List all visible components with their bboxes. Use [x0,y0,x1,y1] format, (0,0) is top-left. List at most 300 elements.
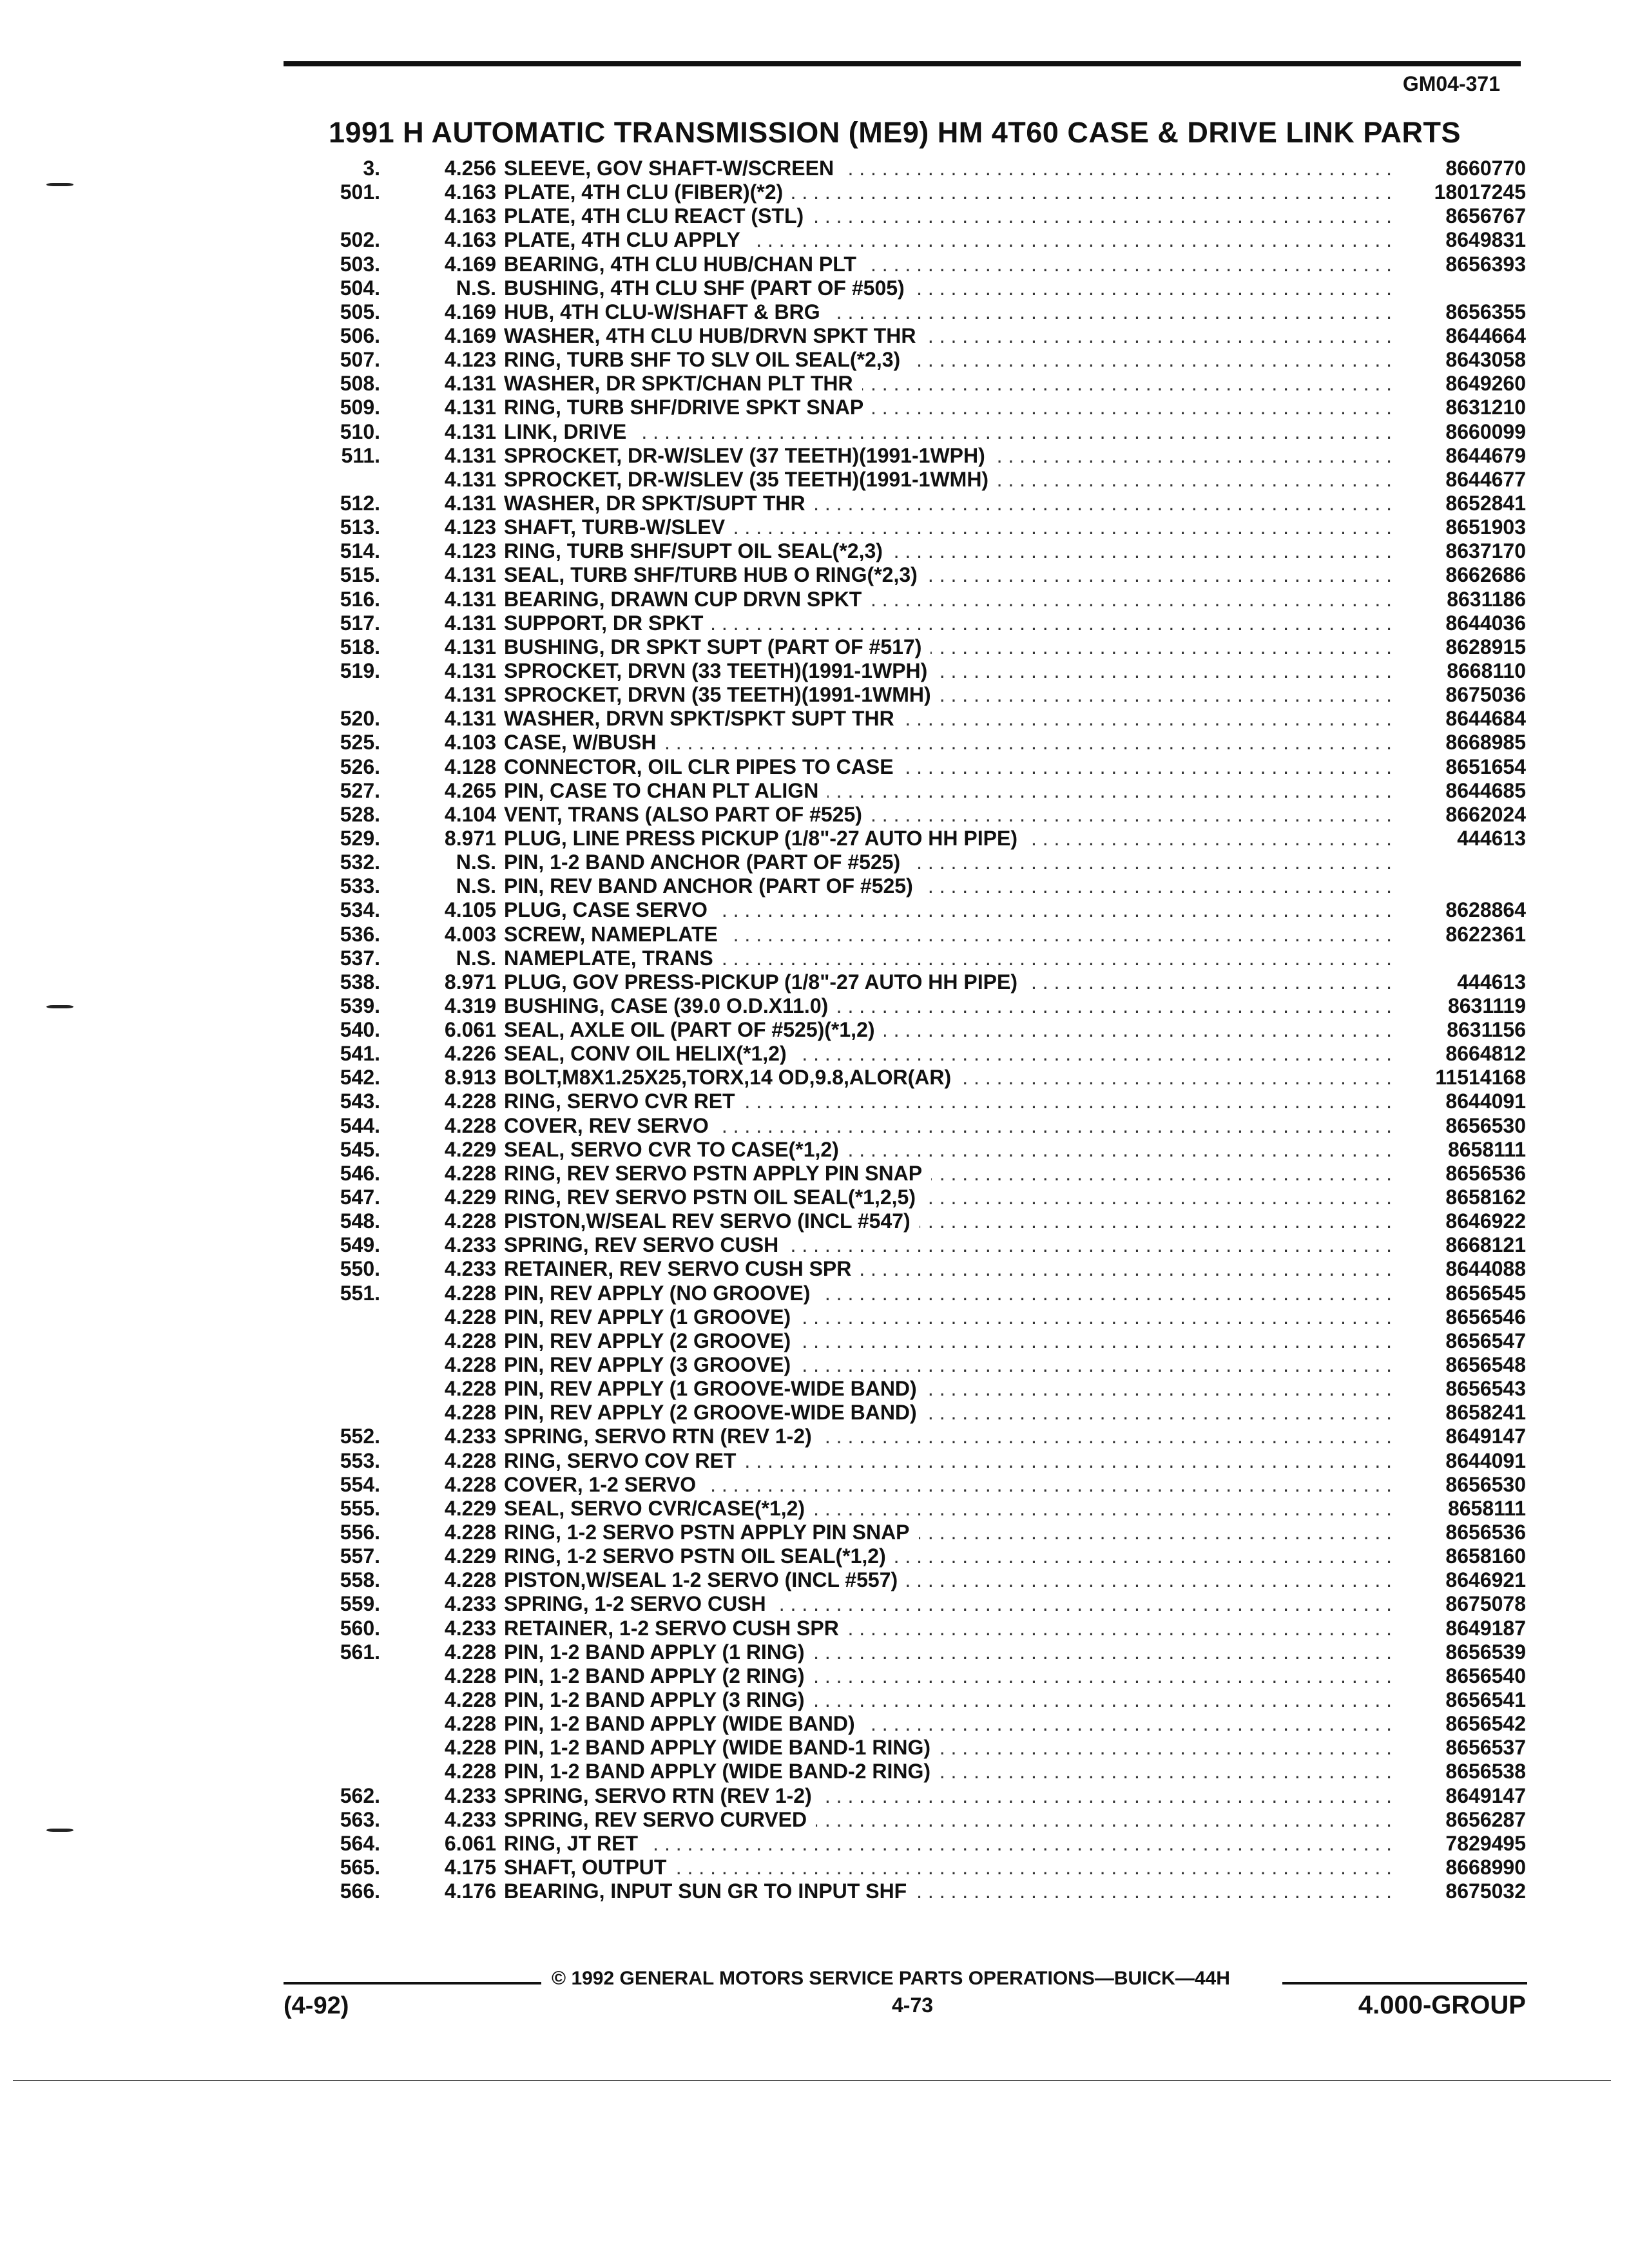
part-detail: , TRANS (ALSO PART OF #525) [556,802,862,826]
part-description [504,923,1394,947]
group-number: 4.228 [444,1353,496,1377]
part-detail: , 1-2 BAND APPLY (3 RING) [538,1688,805,1711]
ref-number: 515. [340,563,380,587]
part-detail: , 1-2 BAND ANCHOR (PART OF #525) [538,850,901,874]
ref-number: 553. [340,1448,380,1472]
part-row [0,1664,1629,1688]
footer-copyright: © 1992 GENERAL MOTORS SERVICE PARTS OPERATIONS—BUICK—44H [552,1968,1230,1989]
part-description [504,1784,1394,1808]
ref-number: 552. [340,1425,380,1448]
part-number: 8660099 [1445,419,1526,443]
group-number: 4.228 [444,1712,496,1736]
part-number: 444613 [1457,970,1526,994]
part-detail: , DR-W/SLEV (37 TEETH)(1991-1WPH) [616,443,985,467]
part-detail: , TURB SHF/SUPT OIL SEAL(*2,3) [555,539,883,563]
part-number: 8668110 [1447,658,1526,682]
part-description [504,444,1394,468]
part-number: 8668121 [1445,1233,1526,1257]
part-detail: , 1-2 SERVO CUSH [583,1592,766,1616]
part-name: PIN [504,1281,539,1305]
part-detail: , TURB SHF/DRIVE SPKT SNAP [555,396,864,419]
part-description [504,420,1394,444]
part-number: 8646922 [1445,1209,1526,1233]
part-row [0,515,1629,539]
part-detail: , SERVO CVR TO CASE(*1,2) [559,1137,839,1161]
part-number: 8631186 [1447,587,1526,611]
part-detail: , GOV PRESS-PICKUP (1/8"-27 AUTO HH PIPE) [561,970,1017,994]
group-number: 4.169 [444,323,496,347]
part-row [0,276,1629,300]
part-name: BUSHING [504,994,599,1017]
part-row [0,659,1629,683]
part-number: 8644091 [1445,1448,1526,1472]
part-description [504,1090,1394,1113]
part-detail: , LINE PRESS PICKUP (1/8"-27 AUTO HH PIPE) [561,826,1017,850]
group-number: 4.228 [444,1521,496,1544]
part-name: RING [504,348,555,372]
part-number: 8656546 [1445,1305,1526,1329]
group-number: 4.228 [444,1472,496,1496]
group-number: 4.131 [444,467,496,491]
part-description [504,1544,1394,1568]
ref-number: 514. [340,539,380,563]
group-number: 4.128 [444,754,496,778]
ref-number: 563. [340,1807,380,1831]
part-name: BUSHING [504,276,599,300]
part-number: 8651654 [1445,754,1526,778]
part-name: RING [504,1521,555,1544]
part-description [504,1377,1394,1401]
part-name: PIN [504,1760,539,1783]
part-row [0,1568,1629,1592]
part-name: SPROCKET [504,658,617,682]
part-name: COVER [504,1472,577,1496]
part-number: 8658162 [1445,1186,1526,1209]
part-name: PISTON [504,1568,581,1592]
part-name: SPRING [504,1807,583,1831]
part-number: 444613 [1457,826,1526,850]
part-number: 8656538 [1445,1760,1526,1783]
part-detail: , REV APPLY (2 GROOVE-WIDE BAND) [538,1401,917,1425]
part-description [504,1282,1394,1305]
part-name: RING [504,1544,555,1568]
part-detail: , DR SPKT/CHAN PLT THR [594,372,853,396]
part-description [504,707,1394,731]
part-detail: , SERVO RTN (REV 1-2) [583,1425,812,1448]
part-detail: , REV SERVO PSTN OIL SEAL(*1,2,5) [555,1186,916,1209]
part-description [504,1401,1394,1425]
part-description [504,1808,1394,1832]
ref-number: 505. [340,300,380,323]
part-row [0,850,1629,874]
group-number: 4.229 [444,1544,496,1568]
part-number: 8644036 [1445,611,1526,635]
ref-number: 547. [340,1186,380,1209]
part-description [504,1832,1394,1856]
part-description [504,1712,1394,1736]
part-description [504,1233,1394,1257]
part-description [504,515,1394,539]
part-number: 8675036 [1445,683,1526,707]
part-description [504,372,1394,396]
part-row [0,994,1629,1018]
part-description [504,1353,1394,1377]
part-number: 8656539 [1445,1640,1526,1664]
ref-number: 560. [340,1616,380,1640]
part-row [0,1808,1629,1832]
part-name: WASHER [504,323,595,347]
group-number: 4.228 [444,1113,496,1137]
part-row [0,611,1629,635]
part-detail: , TRANS [630,946,713,970]
part-row [0,1209,1629,1233]
part-detail: , 4TH CLU SHF (PART OF #505) [599,276,905,300]
part-name: PIN [504,1377,539,1401]
ref-number: 507. [340,348,380,372]
part-name: PISTON [504,1209,581,1233]
part-row [0,1832,1629,1856]
part-number: 8644677 [1445,467,1526,491]
part-number: 8649147 [1445,1783,1526,1807]
ref-number: 545. [340,1137,380,1161]
group-number: 4.229 [444,1137,496,1161]
part-detail: ,W/SEAL 1-2 SERVO (INCL #557) [580,1568,898,1592]
part-name: SHAFT [504,1855,571,1879]
part-detail: , GOV SHAFT-W/SCREEN [585,157,834,180]
ref-number: 525. [340,731,380,754]
group-number: 4.131 [444,419,496,443]
part-name: LINK [504,419,552,443]
ref-number: 509. [340,396,380,419]
part-name: PLUG [504,898,561,922]
part-row [0,1473,1629,1497]
part-number: 8668990 [1445,1855,1526,1879]
group-number: N.S. [456,850,496,874]
part-row [0,803,1629,827]
part-name: WASHER [504,372,595,396]
group-number: 4.319 [444,994,496,1017]
group-number: 4.228 [444,1760,496,1783]
ref-number: 513. [340,515,380,539]
group-number: 4.229 [444,1186,496,1209]
group-number: 4.228 [444,1640,496,1664]
part-name: RING [504,1161,555,1185]
part-detail: , DRVN SPKT/SPKT SUPT THR [594,707,894,731]
ref-number: 543. [340,1090,380,1113]
part-row [0,970,1629,994]
ref-number: 564. [340,1831,380,1855]
part-detail: , SERVO COV RET [555,1448,737,1472]
part-description [504,1592,1394,1616]
part-description [504,970,1394,994]
part-name: RETAINER [504,1257,608,1281]
part-name: SEAL [504,563,559,587]
part-row [0,396,1629,419]
ref-number: 533. [340,874,380,898]
part-row [0,300,1629,324]
group-number: 8.913 [444,1066,496,1090]
part-detail: , REV APPLY (3 GROOVE) [538,1353,791,1377]
part-number: 8660770 [1445,157,1526,180]
part-description [504,850,1394,874]
part-description [504,1760,1394,1783]
part-name: PIN [504,850,539,874]
part-name: BEARING [504,1879,599,1903]
part-row [0,1329,1629,1353]
ref-number: 558. [340,1568,380,1592]
part-detail: , DRAWN CUP DRVN SPKT [599,587,862,611]
ref-number: 519. [340,658,380,682]
ref-number: 554. [340,1472,380,1496]
part-description [504,348,1394,372]
part-row [0,180,1629,204]
part-number: 8644664 [1445,323,1526,347]
group-number: 4.228 [444,1161,496,1185]
group-number: 4.228 [444,1329,496,1352]
part-name: RETAINER [504,1616,608,1640]
group-number: N.S. [456,276,496,300]
part-detail: , 4TH CLU REACT (STL) [570,204,804,228]
part-row [0,683,1629,707]
ref-number: 541. [340,1042,380,1066]
part-detail: , 1-2 BAND APPLY (WIDE BAND-1 RING) [538,1736,930,1760]
ref-number: 502. [340,228,380,252]
part-detail: , 1-2 BAND APPLY (WIDE BAND-2 RING) [538,1760,930,1783]
group-number: 4.233 [444,1233,496,1257]
part-name: PLUG [504,970,561,994]
part-description [504,1042,1394,1066]
part-description [504,396,1394,419]
part-name: SHAFT [504,515,571,539]
part-description [504,157,1394,180]
part-number: 8656287 [1445,1807,1526,1831]
part-description [504,1305,1394,1329]
part-detail: , SERVO CVR/CASE(*1,2) [559,1496,805,1520]
part-number: 8656536 [1445,1161,1526,1185]
part-description [504,588,1394,611]
part-detail: , REV APPLY (2 GROOVE) [538,1329,791,1352]
group-number: 4.123 [444,515,496,539]
ref-number: 527. [340,778,380,802]
part-name: SUPPORT [504,611,602,635]
part-row [0,1162,1629,1186]
part-name: SPRING [504,1783,583,1807]
part-number: 8658160 [1445,1544,1526,1568]
part-description [504,492,1394,515]
part-number: 8658241 [1445,1401,1526,1425]
part-name: RING [504,1448,555,1472]
part-description [504,947,1394,970]
part-number: 8656540 [1445,1664,1526,1687]
footer-rule-right [1282,1982,1527,1984]
part-name: RING [504,539,555,563]
group-number: 4.228 [444,1090,496,1113]
part-description [504,253,1394,276]
part-name: WASHER [504,491,595,515]
part-name: PIN [504,1640,539,1664]
part-detail: , 1-2 SERVO CUSH SPR [608,1616,839,1640]
part-name: SCREW [504,922,580,946]
part-name: SEAL [504,1496,559,1520]
bottom-rule [13,2080,1611,2081]
ref-number: 562. [340,1783,380,1807]
part-number: 8662686 [1445,563,1526,587]
ref-number: 511. [341,443,380,467]
part-row [0,1257,1629,1281]
page-title: 1991 H AUTOMATIC TRANSMISSION (ME9) HM 4T60 CASE & DRIVE LINK PARTS [329,116,1461,149]
ref-number: 549. [340,1233,380,1257]
ref-number: 540. [340,1018,380,1042]
group-number: 4.229 [444,1496,496,1520]
part-number: 8649147 [1445,1425,1526,1448]
group-number: N.S. [456,946,496,970]
part-detail: , 4TH CLU HUB/CHAN PLT [599,252,856,276]
ref-number: 503. [340,252,380,276]
part-row [0,635,1629,659]
ref-number: 548. [340,1209,380,1233]
part-number: 8658111 [1447,1496,1526,1520]
part-row [0,827,1629,850]
ref-number: 517. [340,611,380,635]
group-number: 4.228 [444,1305,496,1329]
ref-number: 510. [340,419,380,443]
group-number: 4.131 [444,707,496,731]
part-detail: , 4TH CLU (FIBER)(*2) [570,180,784,204]
part-row [0,1066,1629,1090]
part-detail: , REV SERVO CUSH SPR [608,1257,852,1281]
part-detail: ,W/SEAL REV SERVO (INCL #547) [580,1209,911,1233]
part-number: 7829495 [1445,1831,1526,1855]
part-row [0,324,1629,348]
part-number: 8649260 [1445,372,1526,396]
part-row [0,1544,1629,1568]
group-number: 4.131 [444,587,496,611]
group-number: 8.971 [444,826,496,850]
part-number: 8652841 [1445,491,1526,515]
part-row [0,1521,1629,1544]
ref-number: 504. [340,276,380,300]
part-row [0,372,1629,396]
part-number: 8668985 [1445,731,1526,754]
part-row [0,1138,1629,1162]
part-row [0,1617,1629,1640]
part-name: SPROCKET [504,467,617,491]
group-number: 4.228 [444,1377,496,1401]
part-number: 8646921 [1445,1568,1526,1592]
part-description [504,1329,1394,1353]
part-number: 8649831 [1445,228,1526,252]
group-number: 4.228 [444,1281,496,1305]
part-number: 11514168 [1435,1066,1526,1090]
part-row [0,1401,1629,1425]
group-number: 4.169 [444,252,496,276]
ref-number: 555. [340,1496,380,1520]
part-row [0,1640,1629,1664]
part-description [504,563,1394,587]
part-number: 8662024 [1445,802,1526,826]
part-number: 8656548 [1445,1353,1526,1377]
part-row [0,1377,1629,1401]
group-number: 4.233 [444,1807,496,1831]
part-description [504,1186,1394,1209]
part-row [0,1305,1629,1329]
part-description [504,180,1394,204]
group-number: 4.105 [444,898,496,922]
part-detail: , DRVN (35 TEETH)(1991-1WMH) [616,683,931,707]
part-description [504,1879,1394,1903]
part-number: 8644685 [1445,778,1526,802]
part-name: CASE [504,731,561,754]
part-name: PIN [504,1353,539,1377]
part-description [504,1856,1394,1879]
part-description [504,1114,1394,1138]
ref-number: 516. [340,587,380,611]
part-description [504,539,1394,563]
part-number: 8631210 [1445,396,1526,419]
part-number: 8631156 [1447,1018,1526,1042]
part-number: 8656536 [1445,1521,1526,1544]
part-description [504,1617,1394,1640]
part-row [0,1592,1629,1616]
footer-date: (4-92) [284,1992,349,2019]
part-detail: , INPUT SUN GR TO INPUT SHF [599,1879,907,1903]
part-detail: , REV APPLY (1 GROOVE) [538,1305,791,1329]
group-number: 4.233 [444,1616,496,1640]
part-detail: , W/BUSH [561,731,657,754]
part-description [504,1640,1394,1664]
part-row [0,1018,1629,1042]
group-number: 4.256 [444,157,496,180]
group-number: 4.163 [444,228,496,252]
group-number: 4.228 [444,1448,496,1472]
part-description [504,1473,1394,1497]
part-detail: , 4TH CLU HUB/DRVN SPKT THR [594,323,916,347]
part-name: BEARING [504,587,599,611]
ref-number: 529. [340,826,380,850]
part-description [504,994,1394,1018]
part-name: RING [504,1090,555,1113]
part-number: 8656355 [1445,300,1526,323]
group-number: 4.226 [444,1042,496,1066]
ref-number: 537. [340,946,380,970]
group-number: 6.061 [444,1831,496,1855]
part-detail: , SERVO RTN (REV 1-2) [583,1783,812,1807]
part-row [0,1090,1629,1113]
part-number: 18017245 [1434,180,1526,204]
group-number: 4.175 [444,1855,496,1879]
part-description [504,228,1394,252]
footer-page-number: 4-73 [892,1994,934,2017]
part-detail: , DR SPKT SUPT (PART OF #517) [599,635,922,658]
part-detail: , 1-2 BAND APPLY (WIDE BAND) [538,1712,855,1736]
part-row [0,947,1629,970]
footer-rule-left [284,1982,541,1984]
ref-number: 512. [340,491,380,515]
group-number: 4.123 [444,539,496,563]
group-number: 4.233 [444,1592,496,1616]
part-number: 8656530 [1445,1472,1526,1496]
part-row [0,444,1629,468]
group-number: 4.228 [444,1664,496,1687]
group-number: 4.003 [444,922,496,946]
part-row [0,1688,1629,1712]
group-number: 4.233 [444,1783,496,1807]
part-name: SPROCKET [504,443,617,467]
ref-number: 501. [340,180,380,204]
part-name: SPRING [504,1592,583,1616]
ref-number: 557. [340,1544,380,1568]
part-name: PLATE [504,180,570,204]
